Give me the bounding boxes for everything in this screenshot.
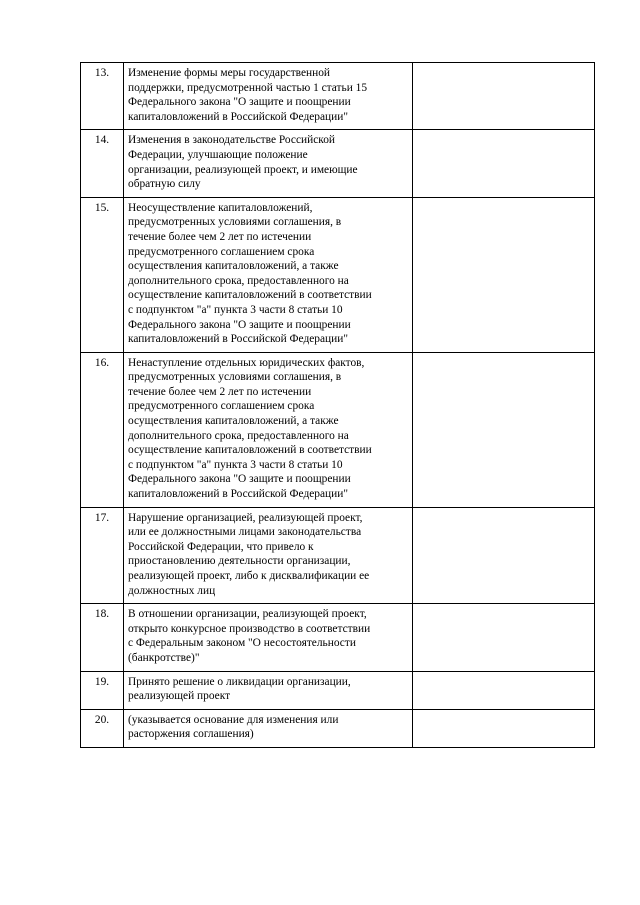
table-row <box>81 197 595 352</box>
row-blank-cell <box>413 604 595 671</box>
row-number: 18. <box>81 604 124 671</box>
row-blank-cell <box>413 197 595 352</box>
row-blank-cell <box>413 352 595 507</box>
table-row <box>81 709 595 747</box>
row-blank-cell <box>413 130 595 197</box>
row-number: 16. <box>81 352 124 507</box>
table-row <box>81 130 595 197</box>
row-blank-cell <box>413 671 595 709</box>
table-row <box>81 352 595 507</box>
table-row <box>81 507 595 604</box>
row-text: (указывается основание для изменения или расторжения соглашения) <box>124 709 413 747</box>
table-body <box>81 63 595 748</box>
row-text: Изменения в законодательстве Российской Федерации, улучшающие положение организации, реализующей проект, и имеющие обратную силу <box>124 130 413 197</box>
row-blank-cell <box>413 507 595 604</box>
row-text: Неосуществление капиталовложений, предусмотренных условиями соглашения, в течение более чем 2 лет по истечении предусмотренного соглашением срока осуществления капиталовложений, а также дополнительного срока, предоставленного на осуществление капиталовложений в соответствии с подпунктом "а" пункта 3 части 8 статьи 10 Федерального закона "О защите и поощрении капиталовложений в Российской Федерации" <box>124 197 413 352</box>
document-table <box>80 62 595 748</box>
row-blank-cell <box>413 709 595 747</box>
row-text: Ненаступление отдельных юридических фактов, предусмотренных условиями соглашения, в течение более чем 2 лет по истечении предусмотренного соглашением срока осуществления капиталовложений, а также дополнительного срока, предоставленного на осуществление капиталовложений в соответствии с подпунктом "а" пункта 3 части 8 статьи 10 Федерального закона "О защите и поощрении капиталовложений в Российской Федерации" <box>124 352 413 507</box>
row-number: 19. <box>81 671 124 709</box>
table-row <box>81 671 595 709</box>
row-blank-cell <box>413 63 595 130</box>
row-number: 14. <box>81 130 124 197</box>
row-text: Изменение формы меры государственной поддержки, предусмотренной частью 1 статьи 15 Федерального закона "О защите и поощрении капиталовложений в Российской Федерации" <box>124 63 413 130</box>
row-number: 15. <box>81 197 124 352</box>
row-text: В отношении организации, реализующей проект, открыто конкурсное производство в соответствии с Федеральным законом "О несостоятельности (банкротстве)" <box>124 604 413 671</box>
row-number: 13. <box>81 63 124 130</box>
table-row <box>81 63 595 130</box>
row-text: Принято решение о ликвидации организации, реализующей проект <box>124 671 413 709</box>
row-number: 17. <box>81 507 124 604</box>
table-row <box>81 604 595 671</box>
row-number: 20. <box>81 709 124 747</box>
row-text: Нарушение организацией, реализующей проект, или ее должностными лицами законодательства Российской Федерации, что привело к приостановлению деятельности организации, реализующей проект, либо к дисквалификации ее должностных лиц <box>124 507 413 604</box>
